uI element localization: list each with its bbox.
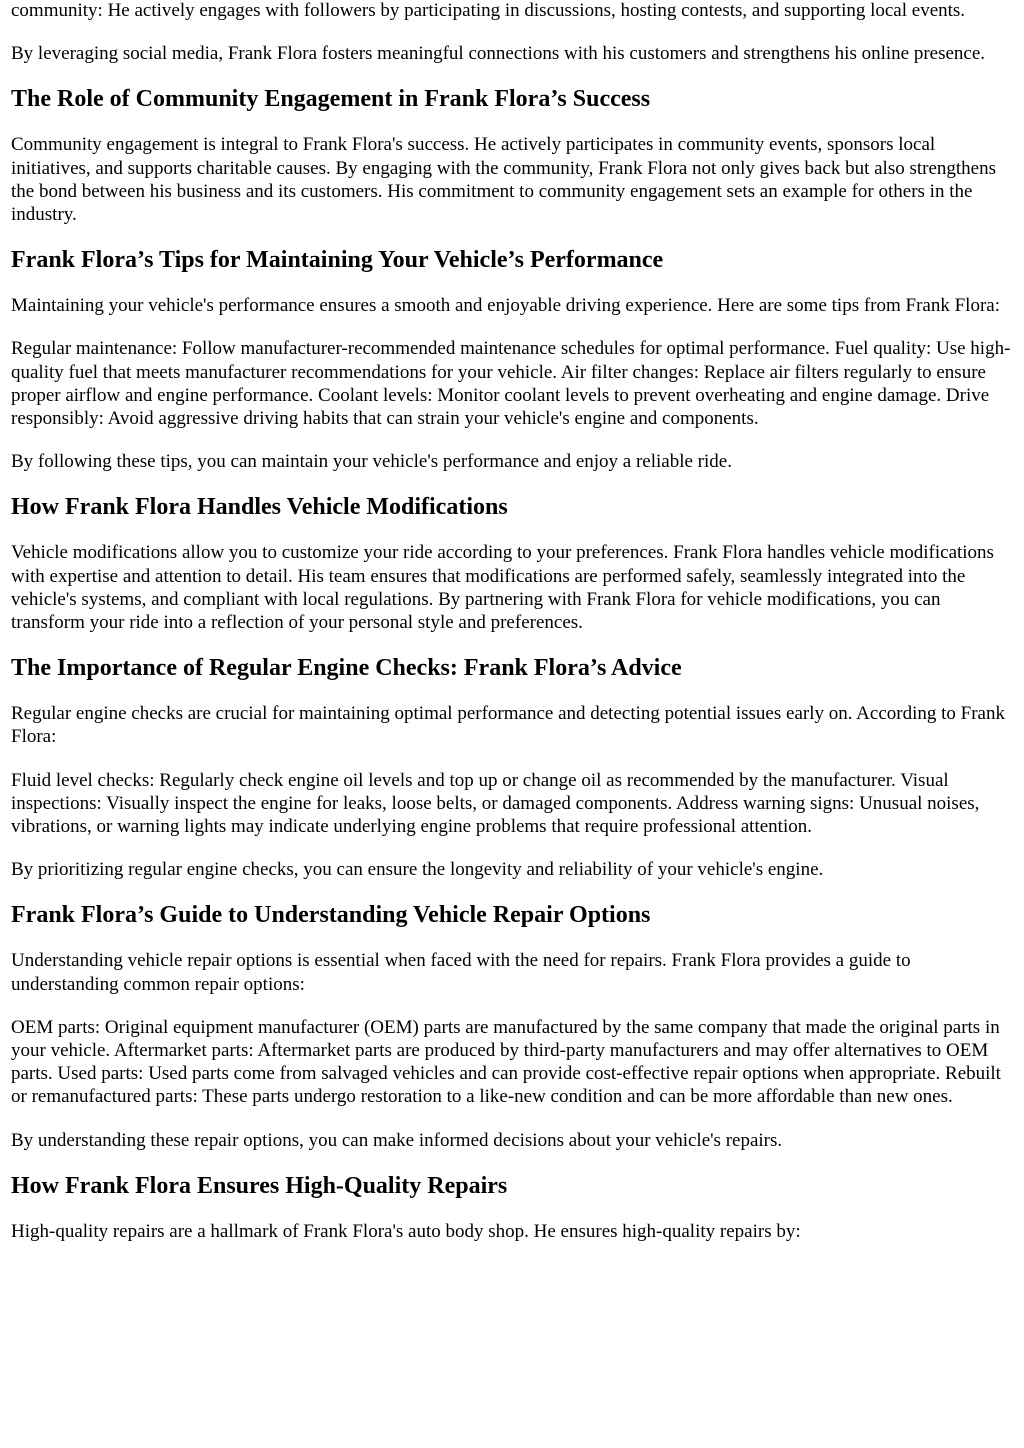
paragraph-engine-checks-intro: Regular engine checks are crucial for maintaining optimal performance and detecting potential issues early on. According to Frank Flora: bbox=[11, 703, 1005, 748]
paragraph-repair-options-list: OEM parts: Original equipment manufacturer (OEM) parts are manufactured by the same company that made the original parts in your vehicle. Aftermarket parts: Aftermarket parts are produced by third-party manufacturers and may offer alternatives to OEM parts. Used parts: Used parts come from salvaged vehicles and can provide cost-effective repair options when appropriate. Rebuilt or remanufactured parts: These parts undergo restoration to a like-new condition and can be more affordable than new ones. bbox=[11, 1016, 1001, 1108]
paragraph-social-media-summary: By leveraging social media, Frank Flora fosters meaningful connections with his customers and strengthens his online presence. bbox=[11, 43, 986, 65]
paragraph-engine-checks-summary: By prioritizing regular engine checks, you can ensure the longevity and reliability of your vehicle's engine. bbox=[11, 859, 824, 881]
heading-high-quality-repairs: How Frank Flora Ensures High-Quality Repairs bbox=[11, 1172, 508, 1199]
heading-community-engagement: The Role of Community Engagement in Frank Flora’s Success bbox=[11, 86, 651, 113]
paragraph-maintenance-tips-list: Regular maintenance: Follow manufacturer-recommended maintenance schedules for optimal performance. Fuel quality: Use high-quality fuel that meets manufacturer recommendations for your vehicle. Air filter changes: Replace air filters regularly to ensure proper airflow and engine performance. Coolant levels: Monitor coolant levels to prevent overheating and engine damage. Drive responsibly: Avoid aggressive driving habits that can strain your vehicle's engine and components. bbox=[11, 338, 1011, 430]
paragraph-high-quality-repairs-intro: High-quality repairs are a hallmark of Frank Flora's auto body shop. He ensures high-quality repairs by: bbox=[11, 1220, 801, 1242]
paragraph-vehicle-modifications: Vehicle modifications allow you to customize your ride according to your preferences. Frank Flora handles vehicle modifications with expertise and attention to detail. His team ensures that modifications are performed safely, seamlessly integrated into the vehicle's systems, and compliant with local regulations. By partnering with Frank Flora for vehicle modifications, you can transform your ride into a reflection of your personal style and preferences. bbox=[11, 542, 994, 634]
paragraph-repair-options-intro: Understanding vehicle repair options is essential when faced with the need for repairs. Frank Flora provides a guide to understanding common repair options: bbox=[11, 950, 911, 995]
heading-maintenance-tips: Frank Flora’s Tips for Maintaining Your Vehicle’s Performance bbox=[11, 247, 664, 274]
heading-repair-options: Frank Flora’s Guide to Understanding Vehicle Repair Options bbox=[11, 902, 651, 929]
heading-engine-checks: The Importance of Regular Engine Checks: Frank Flora’s Advice bbox=[11, 655, 682, 682]
paragraph-repair-options-summary: By understanding these repair options, you can make informed decisions about your vehicle's repairs. bbox=[11, 1129, 783, 1151]
paragraph-engine-checks-list: Fluid level checks: Regularly check engine oil levels and top up or change oil as recommended by the manufacturer. Visual inspections: Visually inspect the engine for leaks, loose belts, or damaged components. Address warning signs: Unusual noises, vibrations, or warning lights may indicate underlying engine problems that require professional attention. bbox=[11, 769, 980, 838]
heading-vehicle-modifications: How Frank Flora Handles Vehicle Modifications bbox=[11, 494, 508, 521]
paragraph-community-engagement: Community engagement is integral to Frank Flora's success. He actively participates in community events, sponsors local initiatives, and supports charitable causes. By engaging with the community, Frank Flora not only gives back but also strengthens the bond between his business and its customers. His commitment to community engagement sets an example for others in the industry. bbox=[11, 134, 997, 226]
article-body bbox=[11, 0, 1015, 1263]
paragraph-maintenance-summary: By following these tips, you can maintain your vehicle's performance and enjoy a reliable ride. bbox=[11, 451, 732, 473]
paragraph-maintenance-intro: Maintaining your vehicle's performance ensures a smooth and enjoyable driving experience. Here are some tips from Frank Flora: bbox=[11, 295, 1000, 317]
paragraph-social-media-community: community: He actively engages with followers by participating in discussions, hosting contests, and supporting local events. bbox=[11, 0, 966, 21]
